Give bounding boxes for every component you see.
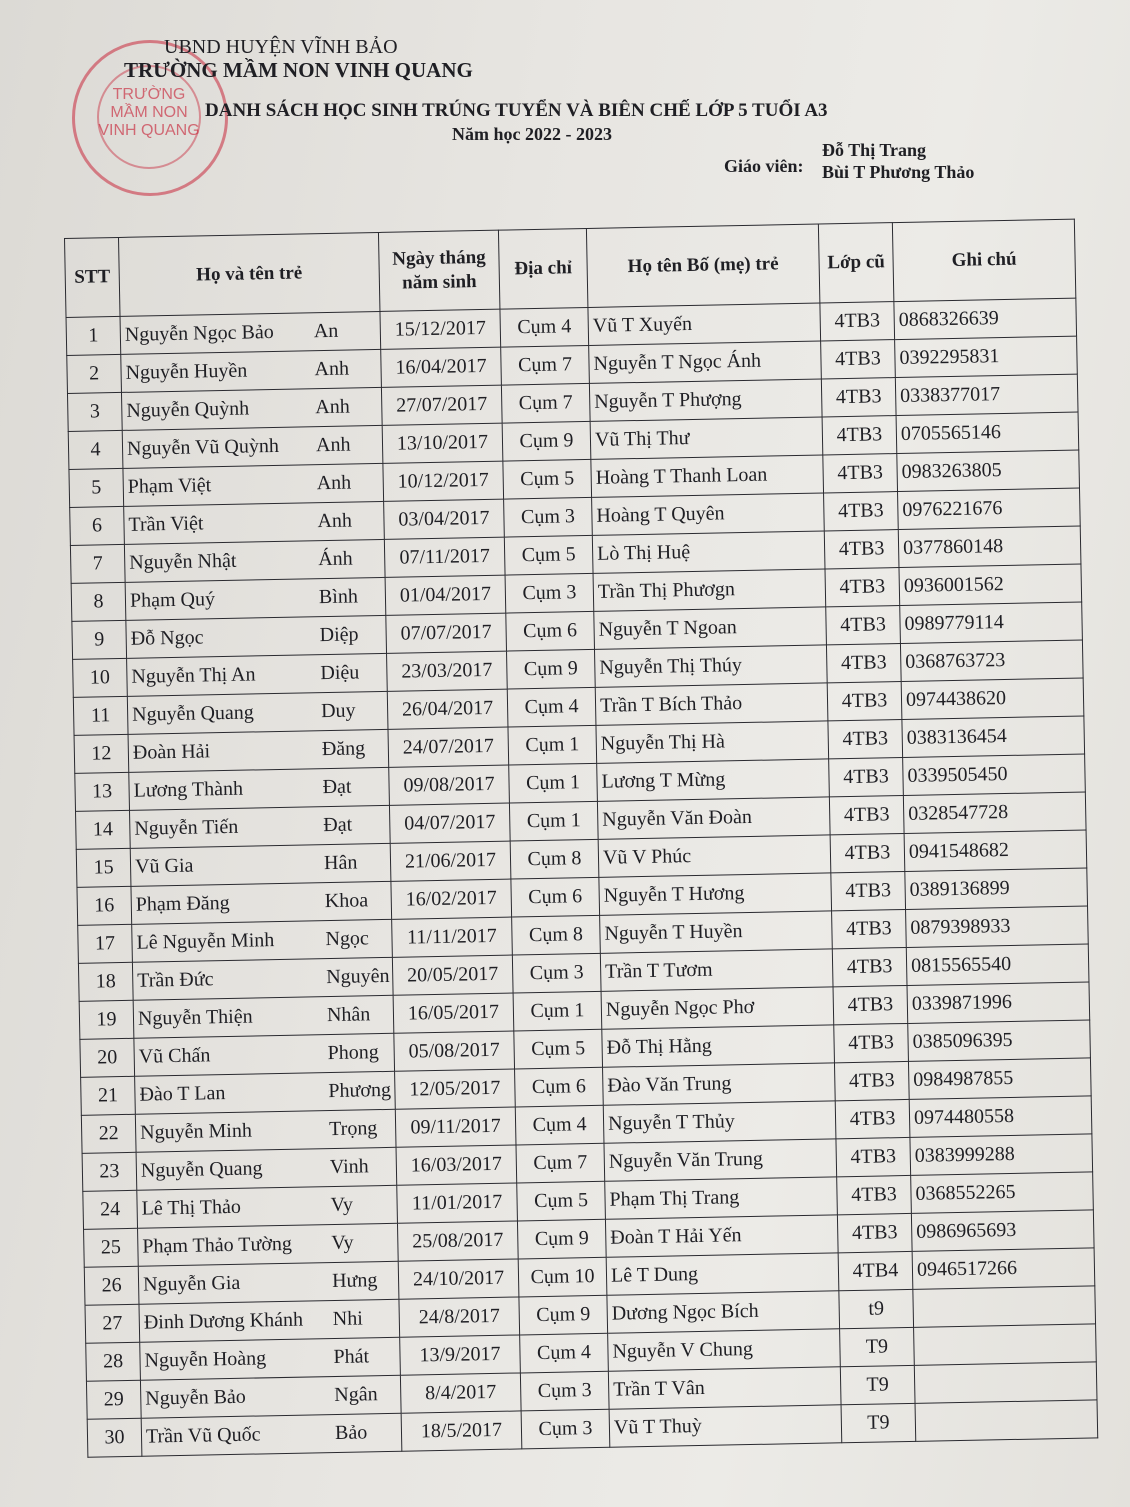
student-family-name: Trần Đức	[137, 968, 214, 992]
address: Cụm 3	[520, 1371, 609, 1411]
address: Cụm 9	[519, 1295, 608, 1335]
row-number: 9	[72, 620, 127, 659]
parent-name: Lương T Mừng	[597, 759, 830, 801]
address: Cụm 7	[501, 383, 590, 423]
note-phone: 0941548682	[904, 830, 1087, 871]
previous-class: 4TB3	[826, 606, 901, 645]
previous-class: 4TB3	[834, 1061, 909, 1100]
birth-date: 21/06/2017	[390, 841, 511, 881]
address: Cụm 4	[515, 1105, 604, 1145]
birth-date: 27/07/2017	[381, 385, 502, 425]
student-family-name: Vũ Chấn	[138, 1044, 211, 1068]
district-name: UBND HUYỆN VĨNH BẢO	[164, 36, 398, 58]
note-phone: 0383999288	[910, 1134, 1093, 1175]
address: Cụm 9	[502, 421, 591, 461]
note-phone: 0879398933	[906, 906, 1089, 947]
birth-date: 07/11/2017	[384, 537, 505, 577]
student-family-name: Đỗ Ngọc	[130, 626, 204, 650]
parent-name: Nguyễn T Phượng	[589, 379, 822, 421]
note-phone	[914, 1324, 1097, 1365]
previous-class: 4TB4	[838, 1251, 913, 1290]
row-number: 24	[83, 1190, 138, 1229]
student-name	[132, 957, 393, 1000]
birth-date: 11/01/2017	[397, 1183, 518, 1223]
address: Cụm 3	[521, 1409, 610, 1449]
parent-name: Nguyễn Văn Trung	[604, 1139, 837, 1181]
student-given-name: Đăng	[321, 737, 366, 761]
previous-class: 4TB3	[832, 909, 907, 948]
previous-class: 4TB3	[829, 757, 904, 796]
note-phone: 0983263805	[897, 450, 1080, 491]
student-name	[126, 615, 387, 658]
student-name	[138, 1261, 399, 1304]
address: Cụm 4	[520, 1333, 609, 1373]
birth-date: 16/02/2017	[391, 879, 512, 919]
birth-date: 12/05/2017	[395, 1069, 516, 1109]
previous-class: 4TB3	[837, 1175, 912, 1214]
student-given-name: Vinh	[329, 1155, 369, 1179]
student-family-name: Nguyễn Vũ Quỳnh	[126, 434, 280, 460]
student-name	[138, 1223, 399, 1266]
previous-class: 4TB3	[833, 985, 908, 1024]
note-phone: 0974480558	[909, 1096, 1092, 1137]
student-family-name: Nguyễn Huyền	[125, 359, 248, 384]
address: Cụm 7	[516, 1143, 605, 1183]
student-family-name: Vũ Gia	[134, 854, 194, 878]
previous-class: 4TB3	[822, 416, 897, 455]
row-number: 15	[76, 848, 131, 887]
parent-name: Lê T Dung	[606, 1253, 839, 1295]
previous-class: 4TB3	[832, 947, 907, 986]
address: Cụm 7	[501, 345, 590, 385]
student-family-name: Trần Việt	[128, 512, 204, 536]
address: Cụm 5	[503, 459, 592, 499]
birth-date: 13/10/2017	[382, 423, 503, 463]
column-header: Ngày tháng năm sinh	[378, 230, 499, 311]
student-given-name: Bình	[318, 585, 359, 609]
parent-name: Vũ V Phúc	[598, 835, 831, 877]
school-year: Năm học 2022 - 2023	[452, 124, 612, 144]
previous-class: 4TB3	[825, 568, 900, 607]
student-family-name: Nguyễn Quỳnh	[126, 397, 250, 422]
parent-name: Hoàng T Quyên	[592, 493, 825, 535]
row-number: 6	[70, 506, 125, 545]
student-family-name: Đào T Lan	[139, 1082, 226, 1106]
birth-date: 10/12/2017	[383, 461, 504, 501]
student-name	[127, 691, 388, 734]
teacher-name: Đỗ Thị Trang	[822, 140, 927, 160]
parent-name: Trần T Tươm	[600, 949, 833, 991]
address: Cụm 5	[517, 1181, 606, 1221]
row-number: 27	[85, 1304, 140, 1343]
address: Cụm 3	[505, 573, 594, 613]
student-name	[132, 919, 393, 962]
student-family-name: Nguyễn Tiến	[134, 815, 239, 840]
birth-date: 24/8/2017	[399, 1297, 520, 1337]
student-family-name: Nguyễn Quang	[131, 701, 254, 726]
previous-class: T9	[840, 1365, 915, 1404]
student-name	[121, 349, 382, 392]
school-name: TRƯỜNG MẦM NON VINH QUANG	[124, 58, 473, 82]
previous-class: 4TB3	[831, 871, 906, 910]
address: Cụm 6	[515, 1067, 604, 1107]
parent-name: Vũ Thị Thư	[590, 417, 823, 459]
row-number: 16	[77, 886, 132, 925]
parent-name: Trần Thị Phươgn	[593, 569, 826, 611]
note-phone: 0368552265	[911, 1172, 1094, 1213]
birth-date: 26/04/2017	[387, 689, 508, 729]
birth-date: 8/4/2017	[400, 1373, 521, 1413]
birth-date: 11/11/2017	[392, 917, 513, 957]
student-given-name: Nguyên	[326, 964, 390, 989]
note-phone	[914, 1362, 1097, 1403]
student-given-name: Nhân	[326, 1003, 371, 1027]
student-given-name: Hưng	[331, 1269, 378, 1293]
row-number: 18	[78, 962, 133, 1001]
row-number: 20	[80, 1038, 135, 1077]
note-phone: 0377860148	[898, 526, 1081, 567]
birth-date: 25/08/2017	[397, 1221, 518, 1261]
student-given-name: Anh	[315, 395, 350, 419]
row-number: 13	[75, 772, 130, 811]
student-given-name: Diệu	[320, 661, 360, 685]
parent-name: Nguyễn T Hương	[599, 873, 832, 915]
previous-class: T9	[841, 1403, 916, 1442]
column-header: Địa chỉ	[498, 228, 588, 309]
student-family-name: Lê Nguyễn Minh	[136, 929, 275, 954]
note-phone: 0815565540	[906, 944, 1089, 985]
student-family-name: Nguyễn Minh	[139, 1119, 253, 1144]
student-name	[131, 881, 392, 924]
parent-name: Nguyễn Văn Đoàn	[597, 797, 830, 839]
student-name	[139, 1299, 400, 1342]
row-number: 25	[84, 1228, 139, 1267]
parent-name: Đỗ Thị Hằng	[602, 1025, 835, 1067]
student-name	[135, 1109, 396, 1152]
student-name	[130, 843, 391, 886]
parent-name: Nguyễn V Chung	[608, 1329, 841, 1371]
student-given-name: Hân	[323, 851, 358, 875]
address: Cụm 5	[504, 535, 593, 575]
birth-date: 05/08/2017	[394, 1031, 515, 1071]
row-number: 5	[69, 468, 124, 507]
row-number: 28	[86, 1342, 141, 1381]
parent-name: Đào Văn Trung	[603, 1063, 836, 1105]
previous-class: 4TB3	[834, 1023, 909, 1062]
parent-name: Đoàn T Hải Yến	[605, 1215, 838, 1257]
table-body	[66, 298, 1098, 1457]
note-phone: 0946517266	[912, 1248, 1095, 1289]
student-table	[64, 219, 1098, 1458]
row-number: 29	[86, 1380, 141, 1419]
parent-name: Phạm Thị Trang	[605, 1177, 838, 1219]
parent-name: Vũ T Xuyến	[588, 303, 821, 345]
previous-class: 4TB3	[830, 833, 905, 872]
row-number: 7	[70, 544, 125, 583]
previous-class: 4TB3	[835, 1099, 910, 1138]
address: Cụm 6	[506, 611, 595, 651]
note-phone: 0989779114	[900, 602, 1083, 643]
student-family-name: Lương Thành	[133, 777, 244, 802]
student-name	[125, 577, 386, 620]
student-family-name: Lê Thị Thảo	[141, 1195, 242, 1220]
note-phone: 0389136899	[905, 868, 1088, 909]
birth-date: 03/04/2017	[384, 499, 505, 539]
row-number: 17	[78, 924, 133, 963]
parent-name: Trần T Bích Thảo	[595, 683, 828, 725]
student-given-name: Phát	[333, 1345, 370, 1369]
row-number: 8	[71, 582, 126, 621]
student-family-name: Trần Vũ Quốc	[145, 1423, 261, 1448]
previous-class: 4TB3	[837, 1213, 912, 1252]
previous-class: 4TB3	[828, 720, 903, 759]
student-name	[127, 653, 388, 696]
student-family-name: Phạm Đăng	[135, 891, 230, 916]
previous-class: 4TB3	[826, 644, 901, 683]
address: Cụm 3	[512, 953, 601, 993]
student-family-name: Đoàn Hải	[132, 740, 211, 764]
parent-name: Nguyễn Thị Thúy	[594, 645, 827, 687]
previous-class: 4TB3	[829, 795, 904, 834]
birth-date: 23/03/2017	[387, 651, 508, 691]
student-given-name: Đạt	[322, 775, 352, 799]
address: Cụm 1	[509, 801, 598, 841]
birth-date: 13/9/2017	[400, 1335, 521, 1375]
student-name	[140, 1337, 401, 1380]
row-number: 10	[73, 658, 128, 697]
column-header: Ghi chú	[892, 219, 1075, 301]
row-number: 23	[82, 1152, 137, 1191]
row-number: 4	[68, 430, 123, 469]
student-family-name: Nguyễn Bảo	[145, 1385, 247, 1410]
column-header: Lớp cũ	[818, 223, 894, 303]
previous-class: t9	[839, 1289, 914, 1328]
note-phone: 0383136454	[902, 716, 1085, 757]
parent-name: Nguyễn T Thủy	[603, 1101, 836, 1143]
student-family-name: Nguyễn Ngọc Bảo	[124, 320, 274, 346]
teacher-name: Bùi T Phương Thảo	[822, 162, 975, 182]
birth-date: 18/5/2017	[401, 1411, 522, 1451]
student-family-name: Nguyễn Thiện	[137, 1005, 253, 1030]
student-given-name: Anh	[314, 357, 350, 381]
row-number: 14	[76, 810, 131, 849]
student-family-name: Phạm Thảo Tường	[142, 1232, 293, 1258]
row-number: 30	[87, 1418, 142, 1457]
row-number: 22	[81, 1114, 136, 1153]
address: Cụm 4	[507, 687, 596, 727]
parent-name: Nguyễn T Ngoan	[594, 607, 827, 649]
student-name	[128, 729, 389, 772]
student-name	[124, 501, 385, 544]
note-phone: 0339871996	[907, 982, 1090, 1023]
birth-date: 15/12/2017	[380, 309, 501, 349]
student-given-name: Ngọc	[325, 927, 370, 951]
address: Cụm 8	[512, 915, 601, 955]
birth-date: 16/05/2017	[393, 993, 514, 1033]
student-name	[141, 1413, 402, 1456]
parent-name: Nguyễn T Ngọc Ánh	[589, 341, 822, 383]
note-phone: 0936001562	[899, 564, 1082, 605]
address: Cụm 4	[500, 307, 589, 347]
previous-class: 4TB3	[827, 682, 902, 721]
previous-class: 4TB3	[836, 1137, 911, 1176]
student-name	[137, 1185, 398, 1228]
student-given-name: Vy	[331, 1231, 354, 1255]
student-name	[133, 995, 394, 1038]
previous-class: 4TB3	[820, 302, 895, 341]
birth-date: 20/05/2017	[392, 955, 513, 995]
parent-name: Trần T Vân	[608, 1367, 841, 1409]
student-given-name: Anh	[317, 509, 353, 533]
student-name	[121, 387, 382, 430]
student-family-name: Phạm Quý	[129, 588, 216, 612]
previous-class: 4TB3	[821, 378, 896, 417]
student-family-name: Nguyễn Gia	[142, 1271, 241, 1296]
student-given-name: An	[313, 319, 339, 343]
parent-name: Nguyễn T Huyền	[600, 911, 833, 953]
student-given-name: Duy	[320, 699, 356, 723]
previous-class: 4TB3	[824, 530, 899, 569]
note-phone: 0385096395	[908, 1020, 1091, 1061]
previous-class: 4TB3	[824, 492, 899, 531]
student-given-name: Khoa	[324, 889, 369, 913]
address: Cụm 1	[513, 991, 602, 1031]
student-given-name: Anh	[316, 471, 352, 495]
address: Cụm 8	[510, 839, 599, 879]
parent-name: Dương Ngọc Bích	[607, 1291, 840, 1333]
student-given-name: Trọng	[328, 1117, 378, 1141]
row-number: 19	[79, 1000, 134, 1039]
student-name	[140, 1375, 401, 1418]
student-given-name: Anh	[315, 433, 351, 457]
row-number: 2	[67, 354, 122, 393]
address: Cụm 6	[511, 877, 600, 917]
student-family-name: Nguyễn Nhật	[129, 549, 237, 574]
note-phone: 0868326639	[894, 298, 1077, 339]
birth-date: 09/11/2017	[395, 1107, 516, 1147]
address: Cụm 1	[509, 763, 598, 803]
student-given-name: Phương	[328, 1078, 392, 1103]
note-phone: 0328547728	[903, 792, 1086, 833]
birth-date: 24/07/2017	[388, 727, 509, 767]
student-given-name: Phong	[327, 1041, 380, 1065]
student-family-name: Nguyễn Quang	[140, 1157, 263, 1182]
birth-date: 16/03/2017	[396, 1145, 517, 1185]
note-phone	[913, 1286, 1096, 1327]
column-header: Họ tên Bố (mẹ) trẻ	[586, 224, 819, 307]
parent-name: Vũ T Thuỳ	[609, 1405, 842, 1447]
note-phone	[915, 1400, 1098, 1441]
row-number: 1	[66, 316, 121, 355]
student-family-name: Đinh Dương Khánh	[143, 1308, 304, 1334]
birth-date: 01/04/2017	[385, 575, 506, 615]
note-phone: 0392295831	[895, 336, 1078, 377]
student-name	[129, 767, 390, 810]
note-phone: 0976221676	[898, 488, 1081, 529]
birth-date: 09/08/2017	[389, 765, 510, 805]
row-number: 21	[81, 1076, 136, 1115]
note-phone: 0974438620	[901, 678, 1084, 719]
birth-date: 16/04/2017	[381, 347, 502, 387]
address: Cụm 3	[504, 497, 593, 537]
student-name	[123, 463, 384, 506]
row-number: 12	[74, 734, 129, 773]
note-phone: 0338377017	[895, 374, 1078, 415]
student-name	[136, 1147, 397, 1190]
address: Cụm 10	[518, 1257, 607, 1297]
document-title: DANH SÁCH HỌC SINH TRÚNG TUYỂN VÀ BIÊN CHẾ LỚP 5 TUỔI A3	[205, 100, 828, 121]
address: Cụm 1	[508, 725, 597, 765]
student-given-name: Đạt	[323, 813, 353, 837]
birth-date: 24/10/2017	[398, 1259, 519, 1299]
column-header: Họ và tên trẻ	[118, 232, 379, 316]
teacher-label: Giáo viên:	[724, 156, 804, 176]
student-given-name: Ánh	[318, 547, 353, 571]
student-family-name: Nguyễn Hoàng	[144, 1347, 267, 1372]
row-number: 11	[73, 696, 128, 735]
birth-date: 04/07/2017	[389, 803, 510, 843]
student-given-name: Vy	[330, 1193, 354, 1217]
previous-class: 4TB3	[823, 454, 898, 493]
note-phone: 0986965693	[911, 1210, 1094, 1251]
parent-name: Hoàng T Thanh Loan	[591, 455, 824, 497]
student-name	[129, 805, 390, 848]
student-given-name: Bảo	[334, 1421, 368, 1445]
parent-name: Nguyễn Thị Hà	[596, 721, 829, 763]
address: Cụm 9	[507, 649, 596, 689]
student-given-name: Nhi	[332, 1307, 364, 1331]
row-number: 3	[67, 392, 122, 431]
address: Cụm 5	[514, 1029, 603, 1069]
note-phone: 0368763723	[900, 640, 1083, 681]
parent-name: Nguyễn Ngọc Phơ	[601, 987, 834, 1029]
previous-class: 4TB3	[821, 340, 896, 379]
note-phone: 0984987855	[908, 1058, 1091, 1099]
parent-name: Lò Thị Huệ	[592, 531, 825, 573]
student-name	[120, 311, 381, 354]
student-name	[135, 1071, 396, 1114]
student-name	[124, 539, 385, 582]
note-phone: 0339505450	[903, 754, 1086, 795]
stamp-text: TRƯỜNG MẦM NON VINH QUANG	[98, 86, 200, 139]
address: Cụm 9	[517, 1219, 606, 1259]
student-family-name: Phạm Việt	[127, 474, 212, 498]
previous-class: T9	[840, 1327, 915, 1366]
student-given-name: Ngân	[334, 1383, 378, 1407]
row-number: 26	[84, 1266, 139, 1305]
student-name	[122, 425, 383, 468]
student-family-name: Nguyễn Thị An	[131, 663, 256, 688]
birth-date: 07/07/2017	[386, 613, 507, 653]
column-header: STT	[65, 237, 121, 317]
student-given-name: Diệp	[319, 623, 359, 647]
note-phone: 0705565146	[896, 412, 1079, 453]
student-name	[134, 1033, 395, 1076]
